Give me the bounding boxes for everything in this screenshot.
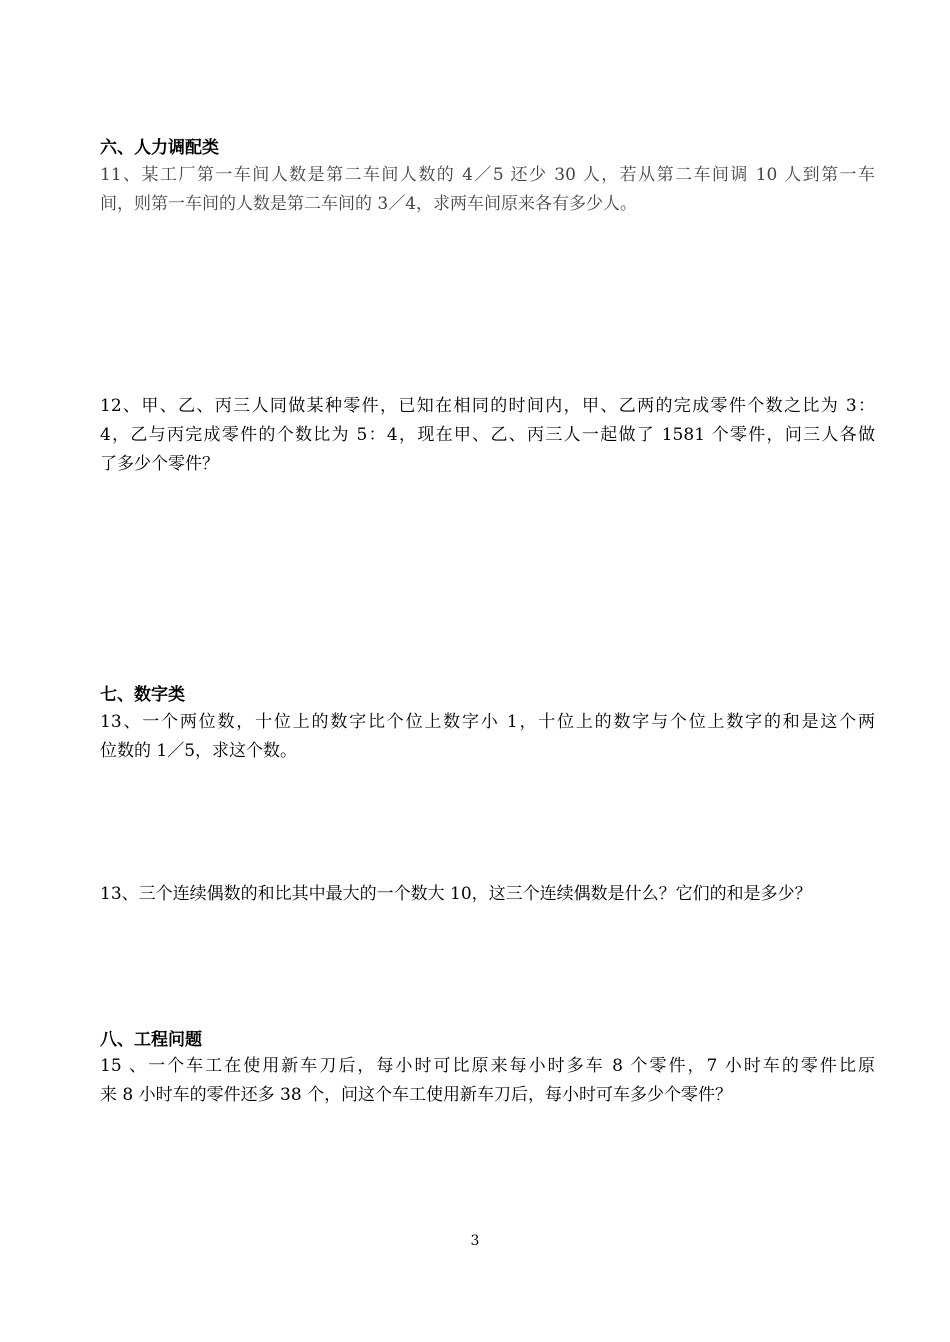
problem-11: [100, 161, 875, 219]
problem-line: 13、三个连续偶数的和比其中最大的一个数大 10，这三个连续偶数是什么？它们的和是多少？: [100, 884, 812, 904]
problem-line: 来 8 小时车的零件还多 38 个，问这个车工使用新车刀后，每小时可车多少个零件？: [100, 1085, 733, 1105]
problem-13-even-numbers: [100, 880, 875, 909]
section-heading-6: 六、人力调配类: [100, 138, 219, 158]
section-heading-8: 八、工程问题: [100, 1030, 202, 1050]
problem-12: [100, 392, 875, 479]
problem-line: 间，则第一车间的人数是第二车间的 3／4，求两车间原来各有多少人。: [100, 194, 638, 214]
problem-line: 12、甲、乙、丙三人同做某种零件，已知在相同的时间内，甲、乙两的完成零件个数之比为 3：: [100, 396, 875, 416]
problem-line: 15 、一个车工在使用新车刀后，每小时可比原来每小时多车 8 个零件，7 小时车的零件比原: [100, 1056, 875, 1076]
problem-line: 位数的 1／5，求这个数。: [100, 741, 298, 761]
problem-line: 11、某工厂第一车间人数是第二车间人数的 4／5 还少 30 人，若从第二车间调 10 人到第一车: [100, 165, 875, 185]
section-heading-7: 七、数字类: [100, 685, 185, 705]
page-number: 3: [470, 1233, 480, 1249]
problem-line: 了多少个零件？: [100, 454, 219, 474]
problem-15: [100, 1052, 875, 1110]
problem-line: 13、一个两位数，十位上的数字比个位上数字小 1，十位上的数字与个位上数字的和是这个两: [100, 712, 875, 732]
problem-line: 4，乙与丙完成零件的个数比为 5：4，现在甲、乙、丙三人一起做了 1581 个零件，问三人各做: [100, 425, 875, 445]
problem-13-two-digit: [100, 708, 875, 766]
